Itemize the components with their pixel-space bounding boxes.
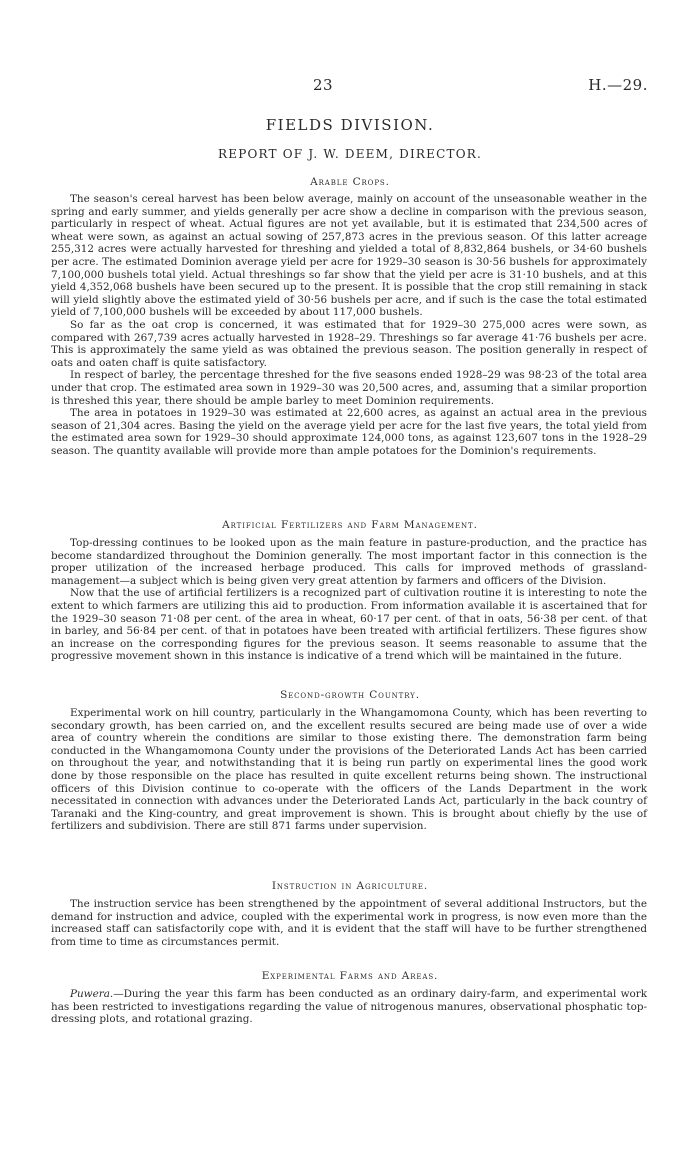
paragraph: Experimental work on hill country, particularly in the Whangamomona County, which has been reverting to secondary growth, has been carried on, and the excellent results secured are being made use of over a wide area of country wherein the conditions are similar to those existing there. The demonstration farm being conducted in the Whangamomona County under the provisions of the Deteriorated Lands Act has been carried on throughout the year, and notwithstanding that it is being run partly on experimental lines the good work done by those responsible on the place has resulted in quite excellent returns being shown. The instructional officers of this Division continue to co-operate with the officers of the Lands Department in the work necessitated in connection with advances under the Deteriorated Lands Act, particularly in the back country of Taranaki and the King-country, and great improvement is shown. This is brought about chiefly by the use of fertilizers and subdivision. There are still 871 farms under supervision. xyxy=(51,707,647,833)
division-title: FIELDS DIVISION. xyxy=(265,116,435,134)
page-number: 23 xyxy=(313,76,334,94)
paragraph: In respect of barley, the percentage threshed for the five seasons ended 1928–29 was 98·23 of the total area under that crop. The estimated area sown in 1929–30 was 20,500 acres, and, assuming that a similar proportion is threshed this year, there should be ample barley to meet Dominion requirements. xyxy=(51,369,647,407)
section-heading-second-growth: Second-growth Country. xyxy=(280,689,420,701)
section-second-growth xyxy=(51,707,647,833)
document-code: H.—29. xyxy=(588,76,648,94)
paragraph: Now that the use of artificial fertilizers is a recognized part of cultivation routine it is interesting to note the extent to which farmers are utilizing this aid to production. From information available it is ascertained that for the 1929–30 season 71·08 per cent. of the area in wheat, 60·17 per cent. of that in oats, 56·38 per cent. of that in barley, and 56·84 per cent. of that in potatoes have been treated with artificial fertilizers. These figures show an increase on the corresponding figures for the previous season. It seems reasonable to assume that the progressive movement shown in this instance is indicative of a trend which will be maintained in the future. xyxy=(51,587,647,663)
paragraph: The area in potatoes in 1929–30 was estimated at 22,600 acres, as against an actual area in the previous season of 21,304 acres. Basing the yield on the average yield per acre for the last five years, the total yield from the estimated area sown for 1929–30 should approximate 124,000 tons, as against 123,607 tons in the 1928–29 season. The quantity available will provide more than ample potatoes for the Dominion's requirements. xyxy=(51,407,647,457)
paragraph xyxy=(51,988,647,1026)
section-instruction xyxy=(51,898,647,948)
section-heading-experimental-farms: Experimental Farms and Areas. xyxy=(261,970,439,982)
section-fertilizers xyxy=(51,537,647,663)
paragraph: The instruction service has been strengthened by the appointment of several additional Instructors, but the demand for instruction and advice, coupled with the experimental work in progress, is now even more than the increased staff can satisfactorily cope with, and it is evident that the staff will have to be further strengthened from time to time as circumstances permit. xyxy=(51,898,647,948)
section-arable-crops xyxy=(51,193,647,457)
section-heading-arable-crops: Arable Crops. xyxy=(310,176,390,188)
paragraph: The season's cereal harvest has been below average, mainly on account of the unseasonable weather in the spring and early summer, and yields generally per acre show a decline in comparison with the previous season, particularly in respect of wheat. Actual figures are not yet available, but it is estimated that 234,500 acres of wheat were sown, as against an actual sowing of 257,873 acres in the previous season. Of this latter acreage 255,312 acres were actually harvested for threshing and yielded a total of 8,832,864 bushels, or 34·60 bushels per acre. The estimated Dominion average yield per acre for 1929–30 season is 30·56 bushels for approximately 7,100,000 bushels total yield. Actual threshings so far show that the yield per acre is 31·10 bushels, and at this yield 4,352,068 bushels have been secured up to the present. It is possible that the crop still remaining in stack will yield slightly above the estimated yield of 30·56 bushels per acre, and if such is the case the total estimated yield of 7,100,000 bushels will be exceeded by about 117,000 bushels. xyxy=(51,193,647,319)
section-heading-instruction: Instruction in Agriculture. xyxy=(271,880,429,892)
section-heading-fertilizers: Artificial Fertilizers and Farm Management. xyxy=(222,519,478,531)
paragraph: So far as the oat crop is concerned, it was estimated that for 1929–30 275,000 acres were sown, as compared with 267,739 acres actually harvested in 1928–29. Threshings so far average 41·76 bushels per acre. This is approximately the same yield as was obtained the previous season. The position generally in respect of oats and oaten chaff is quite satisfactory. xyxy=(51,318,647,369)
farm-name: Puwera. xyxy=(70,988,114,1000)
paragraph-text: —During the year this farm has been conducted as an ordinary dairy-farm, and experimental work has been restricted to investigations regarding the value of nitrogenous manures, observational phosphatic top-dressing plots, and rotational grazing. xyxy=(51,988,647,1026)
paragraph: Top-dressing continues to be looked upon as the main feature in pasture-production, and the practice has become standardized throughout the Dominion generally. The most important factor in this connection is the proper utilization of the increased herbage produced. This calls for improved methods of grassland-management—a subject which is being given very great attention by farmers and officers of the Division. xyxy=(51,537,647,587)
section-experimental-farms xyxy=(51,988,647,1026)
report-subtitle: REPORT OF J. W. DEEM, DIRECTOR. xyxy=(218,147,482,161)
